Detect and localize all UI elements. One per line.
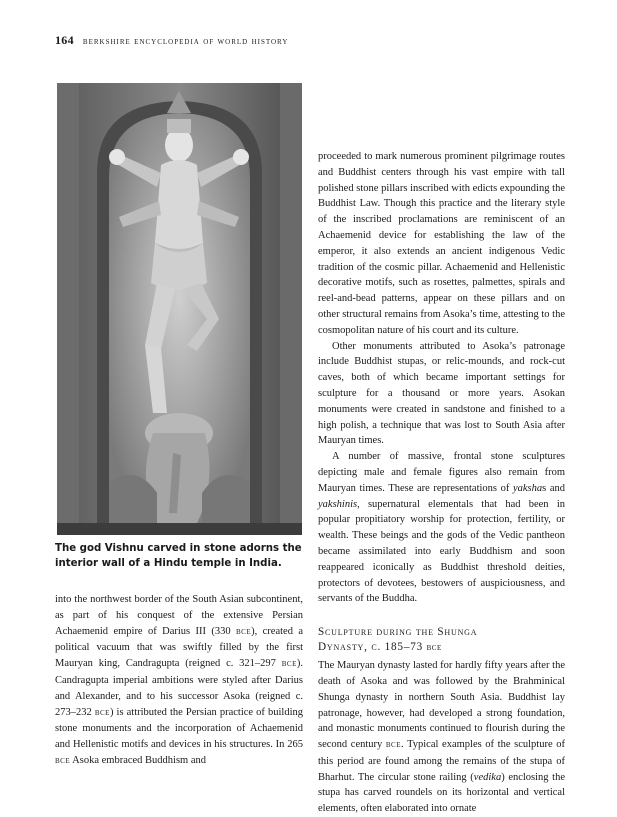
text-run: . Typical examples of the sculpture of this period are found among the remains of the stupa of Bharhut. The circular stone railing (: [318, 739, 565, 783]
page-number: 164: [55, 33, 74, 47]
figure-caption: The god Vishnu carved in stone adorns the interior wall of a Hindu temple in India.: [55, 543, 302, 569]
italic-term: vedika: [473, 771, 502, 783]
text-run: Asoka embraced Buddhism and: [70, 754, 207, 766]
running-title: berkshire encyclopedia of world history: [82, 37, 289, 47]
text-run: ) enclosing the stupa has carved roundels on its horizontal and vertical elements, often elaborated into ornate: [318, 771, 565, 815]
heading-line: Sculpture during the Shunga: [318, 626, 478, 639]
era-abbrev: bce: [426, 643, 442, 654]
era-abbrev: bce: [55, 755, 71, 766]
paragraph: proceeded to mark numerous prominent pilgrimage routes and Buddhist centers through his vast empire with tall polished stone pillars inscribed with edicts expounding the Buddhist Law. Though this practice and the literary style of the inscribed proclamations are reminiscent of an Achaemenid device for establishing the law of the emperor, it also extends an ancient indigenous Vedic tradition of the cosmic pillar. Achaemenid and Hellenistic decorative motifs, such as rosettes, palmettes, spirals and reel-and-bead patterns, appear on these pillars and on other structural remains from Asoka’s time, attesting to the cosmopolitan nature of his court and its culture.: [318, 151, 565, 336]
left-column: [55, 592, 303, 770]
era-abbrev: bce: [94, 707, 110, 718]
paragraph: [318, 449, 565, 607]
right-column: [318, 149, 565, 817]
paragraph: Other monuments attributed to Asoka’s patronage include Buddhist stupas, or relic-mounds, and rock-cut caves, both of which became important settings for sculpture for a thousand or more years. Asokan monuments were created in sandstone and finished to a high polish, a technique that was lost to South Asia after Mauryan times.: [318, 340, 565, 447]
era-abbrev: bce: [385, 740, 402, 751]
paragraph: [318, 658, 565, 817]
text-run: The Mauryan dynasty lasted for hardly fifty years after the death of Asoka and was followed by the Brahminical Shunga dynasty in northern South Asia. Buddhist lay patronage, however, had developed a strong foundation, and monastic monuments continued to flourish during the second century: [318, 660, 565, 751]
era-abbrev: bce: [281, 659, 297, 670]
vishnu-sculpture-photo: [57, 83, 302, 535]
section-heading: [318, 625, 565, 656]
italic-term: yakshinis: [318, 498, 358, 510]
text-run: ). Candragupta imperial ambitions were styled after Darius and Alexander, and to his successor Asoka (reigned c. 273–232: [55, 658, 303, 718]
text-run: ) is attributed the Persian practice of building stone monuments and the incorporation of Achaemenid and Hellenistic motifs and devices in his structures. In 265: [55, 706, 304, 751]
heading-line: Dynasty, c. 185–73: [318, 641, 427, 654]
italic-term: yaksha: [512, 482, 543, 494]
era-abbrev: bce: [236, 626, 252, 637]
text-run: , supernatural elementals that had been in popular propitiatory worship for protection, fertility, or wealth. These beings and the gods of the Vedic pantheon became assimilated into early Buddhism and soon reappeared iconically as Buddhist threshold deities, protectors of devotees, bestowers of auspiciousness, and servants of the Buddha.: [318, 498, 565, 605]
text-run: into the northwest border of the South Asian subcontinent, as part of his conquest of the extensive Persian Achaemenid empire of Darius III (330: [55, 594, 303, 637]
text-run: s and: [542, 482, 566, 494]
paragraph: [55, 592, 303, 770]
text-run: A number of massive, frontal stone sculptures depicting male and female figures also remain from Mauryan times. These are representations of: [318, 451, 565, 494]
running-header: [55, 33, 288, 48]
text-run: ), created a political vacuum that was swiftly filled by the first Mauryan king, Candragupta (reigned c. 321–297: [55, 625, 304, 670]
